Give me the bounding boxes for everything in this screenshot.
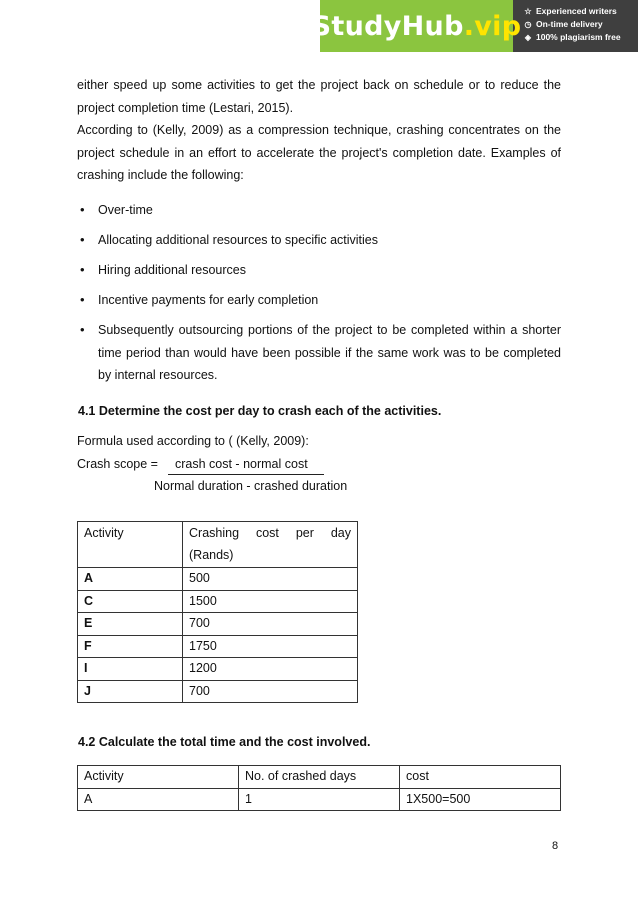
header-word: cost (255, 526, 279, 540)
fraction-bar (168, 474, 324, 475)
total-cost-table (77, 765, 561, 811)
list-item (77, 199, 561, 222)
formula-label: Crash scope = (77, 457, 158, 471)
table-cell-cost: 1X500=500 (400, 788, 561, 811)
list-item-text: time period than would have been possible if the same work was to be completed (98, 345, 561, 360)
bullet-icon: • (80, 232, 85, 247)
paragraph-intro (77, 74, 561, 187)
list-item-text: Incentive payments for early completion (98, 293, 319, 307)
table-header-cell: Activity (78, 522, 183, 568)
section-heading-4-2: 4.2 Calculate the total time and the cost involved. (78, 735, 371, 749)
shield-icon: ◈ (524, 33, 532, 42)
text-line: crashing include the following: (77, 168, 244, 182)
table-row (78, 568, 358, 591)
table-cell-cost: 1500 (183, 590, 358, 613)
table-row (78, 635, 358, 658)
feature-list (513, 0, 621, 52)
formula-denominator: Normal duration - crashed duration (154, 479, 348, 493)
table-cell-cost: 1200 (183, 658, 358, 681)
promo-banner[interactable] (311, 0, 638, 52)
feature-item (523, 31, 621, 44)
table-cell-activity: C (78, 590, 183, 613)
table-cell-activity: I (78, 658, 183, 681)
text-line: either speed up some activities to get the project back on schedule or to reduce the (77, 78, 561, 92)
table-row (78, 590, 358, 613)
studyhub-logo[interactable] (311, 0, 522, 52)
header-word: per (295, 526, 314, 540)
list-item-text: Allocating additional resources to specific activities (98, 233, 378, 247)
list-item-text: Hiring additional resources (98, 263, 246, 277)
header-cost-unit: (Rands) (189, 548, 234, 562)
table-cell-cost: 500 (183, 568, 358, 591)
page-number: 8 (552, 840, 559, 852)
text-line: project schedule in an effort to accelerate the project's completion date. Examples of (77, 145, 561, 160)
feature-item (523, 18, 621, 31)
brand-name: StudyHub (311, 10, 464, 42)
table-header-row (78, 766, 561, 789)
table-row (78, 680, 358, 703)
clock-icon: ◷ (524, 20, 532, 29)
table-cell-days: 1 (239, 788, 400, 811)
table-cell-cost: 700 (183, 613, 358, 636)
star-icon: ☆ (524, 7, 532, 16)
header-word: Crashing (189, 526, 240, 540)
table-header-row (78, 522, 358, 568)
list-item (77, 259, 561, 282)
bullet-icon: • (80, 262, 85, 277)
header-word: day (330, 526, 351, 540)
table-cell-activity: F (78, 635, 183, 658)
list-item-text: by internal resources. (98, 368, 218, 382)
table-header-cell (183, 522, 358, 568)
header-cost-line (189, 522, 351, 544)
text-line: According to (Kelly, 2009) as a compression technique, crashing concentrates on the (77, 123, 561, 137)
list-item (77, 289, 561, 312)
table-cell-cost: 1750 (183, 635, 358, 658)
table-header-cell: cost (400, 766, 561, 789)
table-row (78, 658, 358, 681)
bullet-icon: • (80, 202, 85, 217)
feature-label: 100% plagiarism free (536, 32, 621, 42)
feature-item (523, 5, 621, 18)
table-row (78, 613, 358, 636)
formula-intro: Formula used according to ( (Kelly, 2009): (77, 434, 309, 448)
crash-cost-table (77, 521, 358, 703)
table-header-cell: No. of crashed days (239, 766, 400, 789)
feature-label: Experienced writers (536, 6, 617, 16)
list-item-text: Subsequently outsourcing portions of the project to be completed within a shorter (98, 323, 561, 337)
table-cell-activity: A (78, 788, 239, 811)
bullet-icon: • (80, 292, 85, 307)
table-cell-activity: A (78, 568, 183, 591)
table-cell-activity: E (78, 613, 183, 636)
list-item-text: Over-time (98, 203, 153, 217)
list-item (77, 319, 561, 387)
section-heading-4-1: 4.1 Determine the cost per day to crash each of the activities. (78, 404, 442, 418)
feature-label: On-time delivery (536, 19, 603, 29)
bullet-icon: • (80, 322, 85, 337)
formula-numerator: crash cost - normal cost (175, 457, 308, 471)
table-header-cell: Activity (78, 766, 239, 789)
text-line: project completion time (Lestari, 2015). (77, 100, 294, 115)
table-cell-activity: J (78, 680, 183, 703)
brand-tld: .vip (463, 10, 522, 42)
table-row (78, 788, 561, 811)
table-cell-cost: 700 (183, 680, 358, 703)
list-item (77, 229, 561, 252)
